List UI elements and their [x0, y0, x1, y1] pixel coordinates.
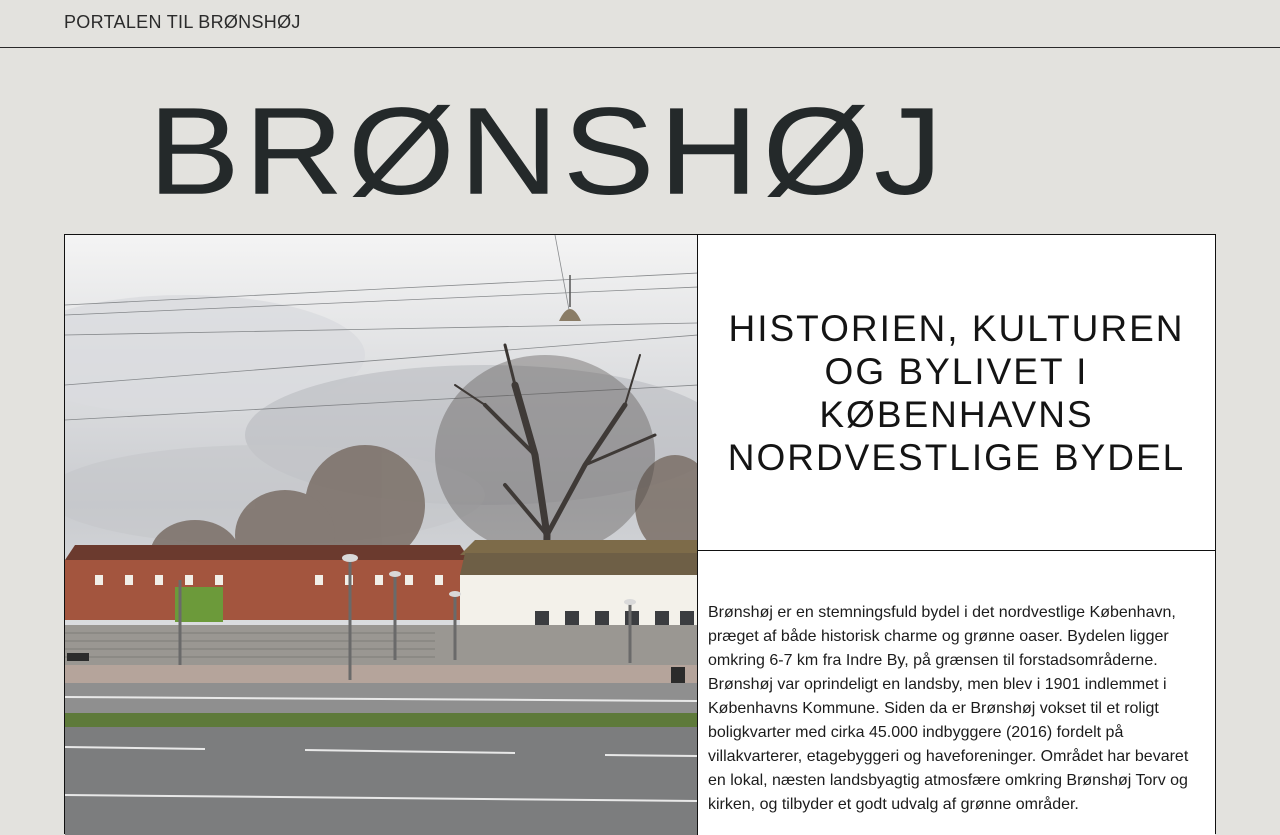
- site-name-link[interactable]: PORTALEN TIL BRØNSHØJ: [64, 12, 301, 32]
- intro-panel: [698, 551, 1215, 835]
- intro-paragraph: Brønshøj er en stemningsfuld bydel i det nordvestlige København, præget af både historisk charme og grønne oaser. Bydelen ligger omkring 6-7 km fra Indre By, på grænsen til forstadsområderne. Brønshøj var oprindeligt en landsby, men blev i 1901 indlemmet i Københavns Kommune. Siden da er Brønshøj vokset til et roligt boligkvarter med cirka 45.000 indbyggere (2016) fordelt på villakvarterer, etagebyggeri og haveforeninger. Området har bevaret en lokal, næsten landsbyagtig atmosfære omkring Brønshøj Torv og kirken, og tilbyder et godt udvalg af grønne områder.: [708, 604, 1189, 813]
- headline-panel: [698, 235, 1215, 551]
- feature-photo: [65, 235, 698, 835]
- top-bar: [0, 0, 1280, 48]
- feature-grid: [64, 234, 1216, 834]
- feature-headline: HISTORIEN, KULTUREN OG BYLIVET I KØBENHAVNS NORDVESTLIGE BYDEL: [727, 307, 1186, 478]
- hero-title: BRØNSHØJ: [148, 82, 947, 221]
